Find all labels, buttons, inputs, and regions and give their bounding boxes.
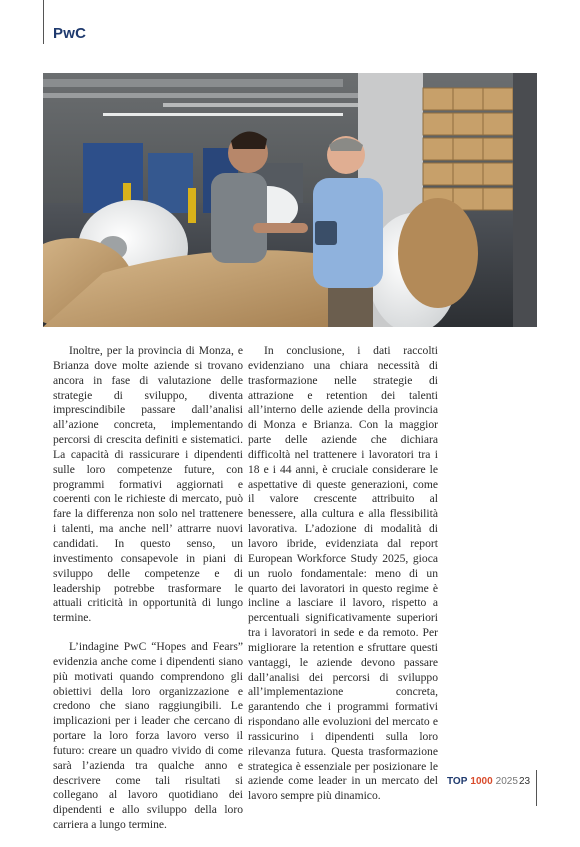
article-photo [43,73,537,327]
badge-year-text: 2025 [495,776,518,787]
article-column-left [53,344,243,847]
article-column-right [248,344,438,818]
badge-top-text: TOP [447,776,468,787]
brand-logo: PwC [53,25,87,42]
article-paragraph: In conclusione, i dati raccolti evidenziano una chiara necessità di trasformazione nelle strategie di attrazione e retention dei talenti all’interno delle aziende della provincia di Monza e Brianza. Con la maggior parte delle aziende che dichiara difficoltà nel trattenere i lavoratori tra i 18 e i 44 anni, è cruciale considerare le aspettative di queste generazioni, come il valore crescente attribuito al benessere, alla cultura e alla flessibilità lavorativa. L’adozione di modalità di lavoro ibride, evidenziata dal report European Workforce Study 2025, gioca un ruolo fondamentale: meno di un quarto dei lavoratori in questo regime è incline a lasciare il lavoro, rispetto a percentuali significativamente superiori tra i lavoratori in sede e da remoto. Per migliorare la retention e sfruttare questi vantaggi, le aziende devono passare dall’analisi dei percorsi di sviluppo all’implementazione concreta, garantendo che i programmi formativi rispondano alle evoluzioni del mercato e rassicurino i dipendenti sulla loro rilevanza futura. Questa trasformazione strategica è essenziale per posizionare le aziende come leader in un mercato del lavoro sempre più dinamico. [248,344,438,803]
bottom-divider-line [536,770,537,806]
top1000-logo [447,776,518,787]
page-number: 23 [519,776,531,787]
badge-number-text: 1000 [470,776,493,787]
factory-paper-rolls-photo [43,73,537,327]
article-paragraph: L’indagine PwC “Hopes and Fears” evidenzia anche come i dipendenti siano più motivati quando comprendono gli obiettivi della loro organizzazione e credono che siano raggiungibili. Le implicazioni per i leader che cercano di portare la loro forza lavoro verso il futuro: creare un quadro vivido di come sarà l’azienda tra qualche anno e descrivere come tali risultati si collegano al lavoro quotidiano dei dipendenti e allo sviluppo della loro carriera a lungo termine. [53,640,243,832]
article-paragraph: Inoltre, per la provincia di Monza, e Brianza dove molte aziende si trovano ancora in fase di valutazione delle strategie di sviluppo, diventa imprescindibile passare dall’analisi all’azione concreta, implementando percorsi di crescita definiti e sistematici. La capacità di rassicurare i dipendenti sulle loro competenze future, con programmi formativi aggiornati e coerenti con le richieste di mercato, può fare la differenza non solo nel trattenere i talenti, ma anche nell’ attrarre nuovi candidati. In questo senso, un investimento consapevole in piani di sviluppo delle competenze e di leadership potrebbe trasformare le attuali criticità in opportunità di lungo termine. [53,344,243,625]
top-divider-line [43,0,44,44]
